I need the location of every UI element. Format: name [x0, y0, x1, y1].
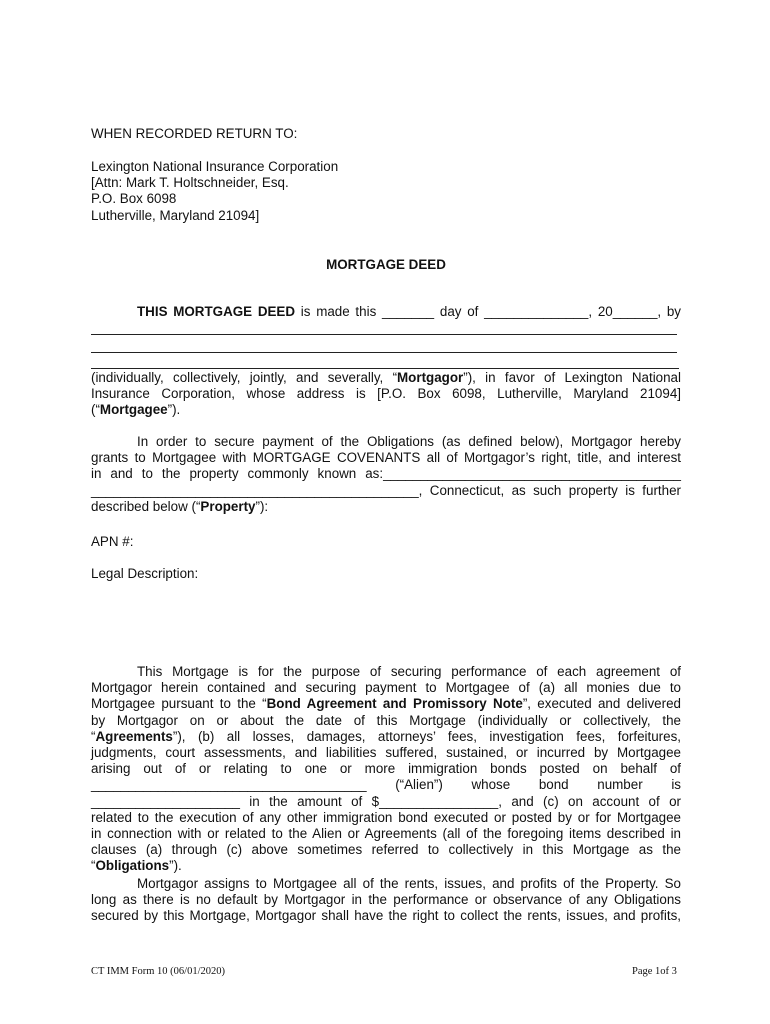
address-line: [Attn: Mark T. Holtschneider, Esq.: [91, 175, 289, 191]
intro-bold-lead: THIS MORTGAGE DEED: [137, 304, 296, 319]
mortgagor-term: Mortgagor: [397, 370, 464, 385]
address-line: P.O. Box 6098: [91, 191, 177, 207]
return-address: [91, 159, 681, 224]
apn-label: APN #:: [91, 534, 134, 549]
mortgagee-term: Mortgagee: [99, 402, 168, 418]
rents-line: secured by this Mortgage, Mortgagor shall have the right to collect the rents, issues, and profits,: [91, 908, 681, 924]
purpose-line: Mortgagor herein contained and securing payment to Mortgagee of (a) all monies due to: [91, 680, 681, 696]
intro-party-line2: Insurance Corporation, whose address is [P.O. Box 6098, Lutherville, Maryland 21094]: [91, 386, 681, 402]
title-text: MORTGAGE DEED: [326, 257, 446, 272]
grant-line2: grants to Mortgagee with MORTGAGE COVENANTS all of Mortgagor’s right, title, and interest: [91, 450, 681, 466]
purpose-line: Mortgagee pursuant to the “Bond Agreement and Promissory Note”, executed and delivered: [91, 696, 681, 712]
grant-line3: in and to the property commonly known as:________________________________________: [91, 466, 681, 482]
footer-form-id: CT IMM Form 10 (06/01/2020): [91, 966, 225, 977]
grant-line5: described below (“Property”):: [91, 498, 269, 514]
intro-first-line: [91, 304, 681, 320]
address-line: Lutherville, Maryland 21094]: [91, 207, 260, 223]
address-line: Lexington National Insurance Corporation: [91, 159, 339, 174]
purpose-line: by Mortgagor on or about the date of this Mortgage (individually or collectively, the: [91, 712, 681, 728]
intro-line1-rest: is made this _______ day of ______________, 20______, by: [295, 304, 681, 319]
purpose-line: judgments, court assessments, and liabilities suffered, sustained, or incurred by Mortgagee: [91, 745, 681, 761]
purpose-line: arising out of or relating to one or more immigration bonds posted on behalf of: [91, 761, 681, 777]
bond-agreement-term: Bond Agreement and Promissory Note: [266, 696, 523, 712]
purpose-line: in connection with or related to the Alien or Agreements (all of the foregoing items described in: [91, 826, 681, 842]
blank-line-3: [91, 368, 679, 369]
legal-description-label: Legal Description:: [91, 566, 199, 581]
grant-line4: ____________________________________________, Connecticut, as such property is further: [91, 482, 681, 498]
grant-line1: In order to secure payment of the Obligations (as defined below), Mortgagor hereby: [137, 434, 681, 449]
rents-line: Mortgagor assigns to Mortgagee all of the rents, issues, and profits of the Property. So: [137, 876, 681, 891]
rents-paragraph: [91, 876, 681, 925]
purpose-paragraph: [91, 664, 681, 875]
intro-party-line1: (individually, collectively, jointly, and severally, “Mortgagor”), in favor of Lexington National: [91, 370, 681, 385]
purpose-line: This Mortgage is for the purpose of securing performance of each agreement of: [137, 664, 681, 679]
intro-line: [91, 304, 681, 320]
return-to-block: [91, 126, 681, 142]
purpose-line: clauses (a) through (c) above sometimes referred to collectively in this Mortgage as the: [91, 842, 681, 858]
intro-party-block: [91, 370, 681, 419]
return-to-heading: WHEN RECORDED RETURN TO:: [91, 126, 298, 141]
purpose-line: “Agreements”), (b) all losses, damages, attorneys’ fees, investigation fees, forfeitures,: [91, 728, 681, 744]
blank-line-2: [91, 352, 677, 353]
agreements-term: Agreements: [95, 728, 173, 744]
purpose-line: _____________________________________ (“Alien”) whose bond number is: [91, 777, 681, 793]
intro-party-line3: (“Mortgagee”).: [91, 402, 181, 418]
purpose-line: ____________________ in the amount of $________________, and (c) on account of or: [91, 793, 681, 809]
grant-paragraph: [91, 434, 681, 515]
purpose-line: “Obligations”).: [91, 858, 182, 874]
rents-line: long as there is no default by Mortgagor in the performance or observance of any Obligations: [91, 892, 681, 908]
property-term: Property: [200, 498, 256, 514]
purpose-line: related to the execution of any other immigration bond executed or posted by or for Mortgagee: [91, 809, 681, 825]
footer-page-number: Page 1of 3: [632, 966, 677, 977]
blank-line-1: [91, 334, 677, 335]
document-title: [91, 257, 681, 273]
obligations-term: Obligations: [95, 858, 170, 874]
